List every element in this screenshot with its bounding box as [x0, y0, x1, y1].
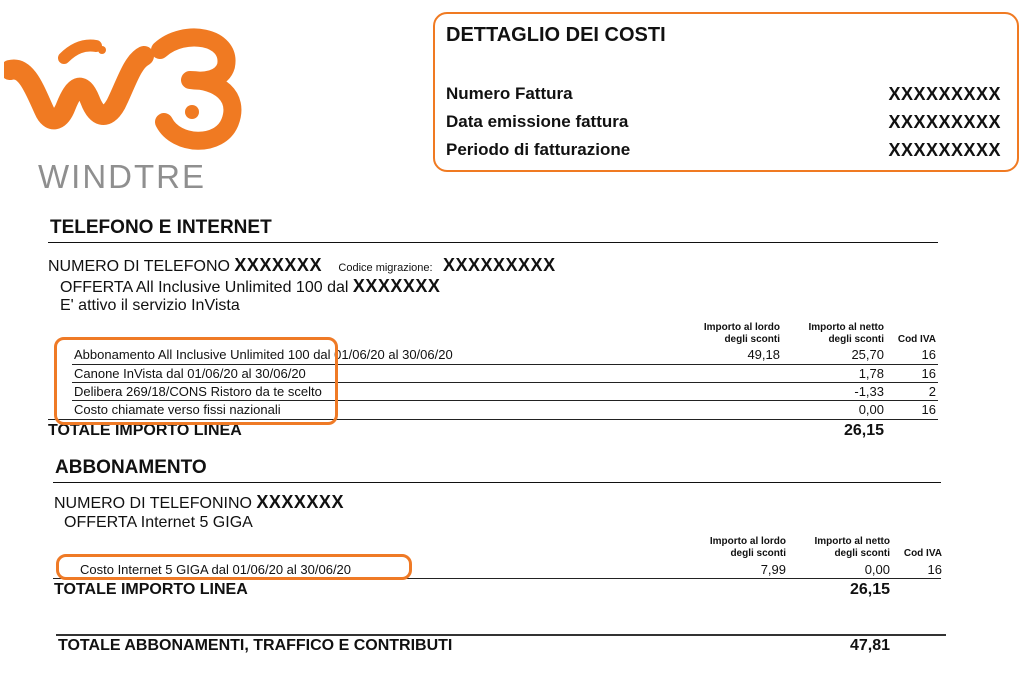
- brand-name: WINDTRE: [38, 158, 206, 195]
- col-header-net: [784, 322, 884, 346]
- billing-period-label: Periodo di fatturazione: [446, 140, 631, 159]
- line-item-gross: 7,99: [760, 562, 786, 577]
- phone-number-value: XXXXXXX: [234, 255, 322, 275]
- grand-total-label: TOTALE ABBONAMENTI, TRAFFICO E CONTRIBUTI: [58, 637, 453, 654]
- line-item-vat: 2: [928, 384, 936, 399]
- col-header-net-line2: degli sconti: [828, 334, 884, 345]
- phone-number-label: NUMERO DI TELEFONO: [48, 258, 230, 275]
- migration-code-label: Codice migrazione:: [338, 262, 433, 274]
- highlight-marker: [54, 337, 338, 425]
- line-item-desc: Canone InVista dal 01/06/20 al 30/06/20: [74, 366, 306, 381]
- line-item-net: 0,00: [864, 562, 890, 577]
- windtre-logo-mark: [4, 18, 254, 158]
- line-total-value: 26,15: [843, 422, 884, 439]
- offer-label: OFFERTA All Inclusive Unlimited 100 dal: [60, 279, 349, 296]
- line-item-vat: 16: [921, 347, 936, 362]
- col-header-gross-line2: degli sconti: [724, 334, 780, 345]
- line-item-desc: Delibera 269/18/CONS Ristoro da te scelto: [74, 384, 322, 399]
- cost-details-title: DETTAGLIO DEI COSTI: [446, 24, 666, 46]
- col-header-gross-line1: Importo al lordo: [709, 536, 786, 547]
- line-total-label: TOTALE IMPORTO LINEA: [48, 422, 242, 439]
- invoice-number-value: XXXXXXXXX: [888, 84, 1001, 104]
- section-divider: [48, 242, 938, 243]
- col-header-vat: Cod IVA: [897, 334, 936, 345]
- phone-number-line: [48, 255, 556, 276]
- col-header-net-line1: Importo al netto: [814, 536, 890, 547]
- line-item-net: 1,78: [858, 366, 884, 381]
- col-header-vat: Cod IVA: [903, 548, 942, 559]
- cost-details-box: [433, 12, 1019, 172]
- section-title-phone-internet: TELEFONO E INTERNET: [50, 217, 272, 238]
- col-header-net-line2: degli sconti: [834, 548, 890, 559]
- invoice-number-label: Numero Fattura: [446, 84, 573, 103]
- line-item-desc: Abbonamento All Inclusive Unlimited 100 dal 01/06/20 al 30/06/20: [74, 347, 453, 362]
- mobile-number-line: [54, 492, 344, 513]
- section-divider: [53, 482, 941, 483]
- offer-line: [60, 276, 440, 297]
- highlight-marker: [56, 554, 412, 580]
- col-header-net: [790, 536, 890, 560]
- line-total-value: 26,15: [849, 581, 890, 598]
- issue-date-value: XXXXXXXXX: [888, 112, 1001, 132]
- line-item-vat: 16: [921, 366, 936, 381]
- col-header-gross: [686, 536, 786, 560]
- col-header-gross: [680, 322, 780, 346]
- section-title-subscription: ABBONAMENTO: [55, 457, 207, 478]
- mobile-number-value: XXXXXXX: [256, 492, 344, 512]
- col-header-net-line1: Importo al netto: [808, 322, 884, 333]
- windtre-logo: [4, 18, 254, 195]
- grand-total-value: 47,81: [849, 637, 890, 654]
- line-item-vat: 16: [921, 402, 936, 417]
- mobile-number-label: NUMERO DI TELEFONINO: [54, 495, 252, 512]
- line-total-label: TOTALE IMPORTO LINEA: [54, 581, 248, 598]
- line-item-gross: 49,18: [747, 347, 780, 362]
- billing-period-row: [446, 140, 1001, 162]
- line-item-net: 0,00: [858, 402, 884, 417]
- issue-date-label: Data emissione fattura: [446, 112, 629, 131]
- billing-period-value: XXXXXXXXX: [888, 140, 1001, 160]
- offer-date-value: XXXXXXX: [352, 276, 441, 296]
- migration-code-value: XXXXXXXXX: [443, 255, 556, 275]
- col-header-gross-line1: Importo al lordo: [703, 322, 780, 333]
- line-item-desc: Costo Internet 5 GIGA dal 01/06/20 al 30/06/20: [80, 562, 352, 577]
- invoice-number-row: [446, 84, 1001, 106]
- line-item-net: 25,70: [851, 347, 884, 362]
- grand-total-divider: [56, 634, 946, 636]
- line-item-desc: Costo chiamate verso fissi nazionali: [74, 402, 281, 417]
- service-note: E' attivo il servizio InVista: [60, 297, 240, 314]
- offer-line-2: OFFERTA Internet 5 GIGA: [64, 514, 253, 531]
- issue-date-row: [446, 112, 1001, 134]
- col-header-gross-line2: degli sconti: [730, 548, 786, 559]
- line-item-vat: 16: [927, 562, 942, 577]
- line-item-net: -1,33: [854, 384, 884, 399]
